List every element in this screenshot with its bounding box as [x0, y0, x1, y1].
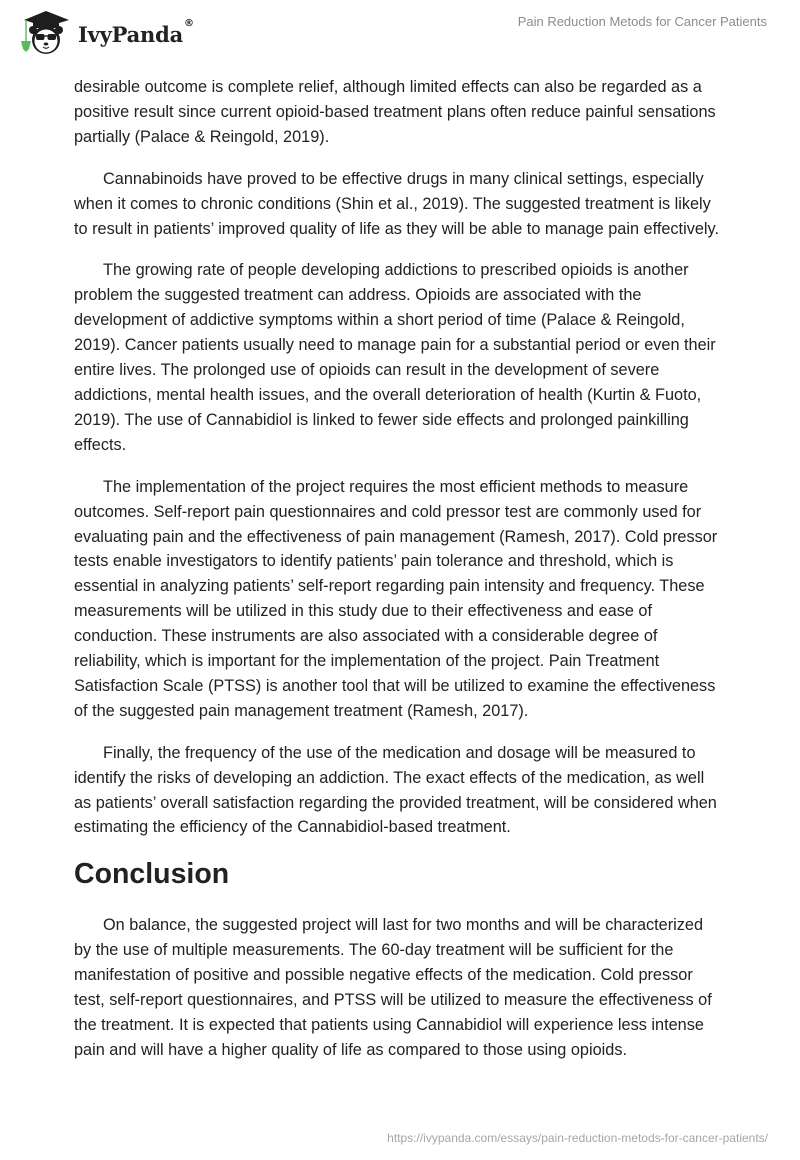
source-url-link[interactable]: https://ivypanda.com/essays/pain-reduction-metods-for-cancer-patients/ [387, 1131, 768, 1145]
paragraph: The implementation of the project requires the most efficient methods to measure outcomes. Self-report pain questionnaires and cold pressor test are commonly used for evaluating pain and the effectiveness of pain management (Ramesh, 2017). Cold pressor tests enable investigators to identify patients’ pain tolerance and threshold, which is essential in analyzing patients’ self-report regarding pain intensity and frequency. These measurements will be utilized in this study due to their effectiveness and ease of conduction. These instruments are also associated with a considerable degree of reliability, which is important for the implementation of the project. Pain Treatment Satisfaction Scale (PTSS) is another tool that will be utilized to examine the effectiveness of the suggested pain management treatment (Ramesh, 2017). [74, 477, 718, 720]
paragraph: The growing rate of people developing addictions to prescribed opioids is another problem the suggested treatment can address. Opioids are associated with the development of addictive symptoms within a short period of time (Palace & Reingold, 2019). Cancer patients usually need to manage pain for a substantial period or even their entire lives. The prolonged use of opioids can result in the development of severe addictions, mental health issues, and the overall deterioration of health (Kurtin & Fuoto, 2019). The use of Cannabidiol is linked to fewer side effects and prolonged painkilling effects. [74, 261, 716, 454]
ivypanda-logo[interactable] [16, 8, 194, 56]
registered-mark: ® [184, 17, 195, 29]
document-title: Pain Reduction Metods for Cancer Patients [517, 14, 767, 29]
paragraph: Finally, the frequency of the use of the medication and dosage will be measured to identify the risks of developing an addiction. The exact effects of the medication, as well as patients’ overall satisfaction regarding the provided treatment, will be considered when estimating the efficiency of the Cannabidiol-based treatment. [74, 743, 717, 837]
essay-body [74, 75, 724, 1080]
section-heading-conclusion: Conclusion [74, 858, 230, 891]
brand-name: IvyPanda [78, 21, 184, 47]
paragraph: Cannabinoids have proved to be effective drugs in many clinical settings, especially when it comes to chronic conditions (Shin et al., 2019). The suggested treatment is likely to result in patients’ improved quality of life as they will be able to manage pain effectively. [74, 169, 719, 238]
paragraph: desirable outcome is complete relief, although limited effects can also be regarded as a positive result since current opioid-based treatment plans often reduce painful sensations partially (Palace & Reingold, 2019). [74, 78, 716, 146]
page-header [0, 0, 800, 60]
panda-graduate-icon [16, 8, 74, 56]
paragraph: On balance, the suggested project will last for two months and will be characterized by the use of multiple measurements. The 60-day treatment will be sufficient for the manifestation of positive and possible negative effects of the medication. Cold pressor test, self-report questionnaires, and PTSS will be utilized to measure the effectiveness of the treatment. It is expected that patients using Cannabidiol will experience less intense pain and will have a higher quality of life as compared to those using opioids. [74, 916, 712, 1059]
